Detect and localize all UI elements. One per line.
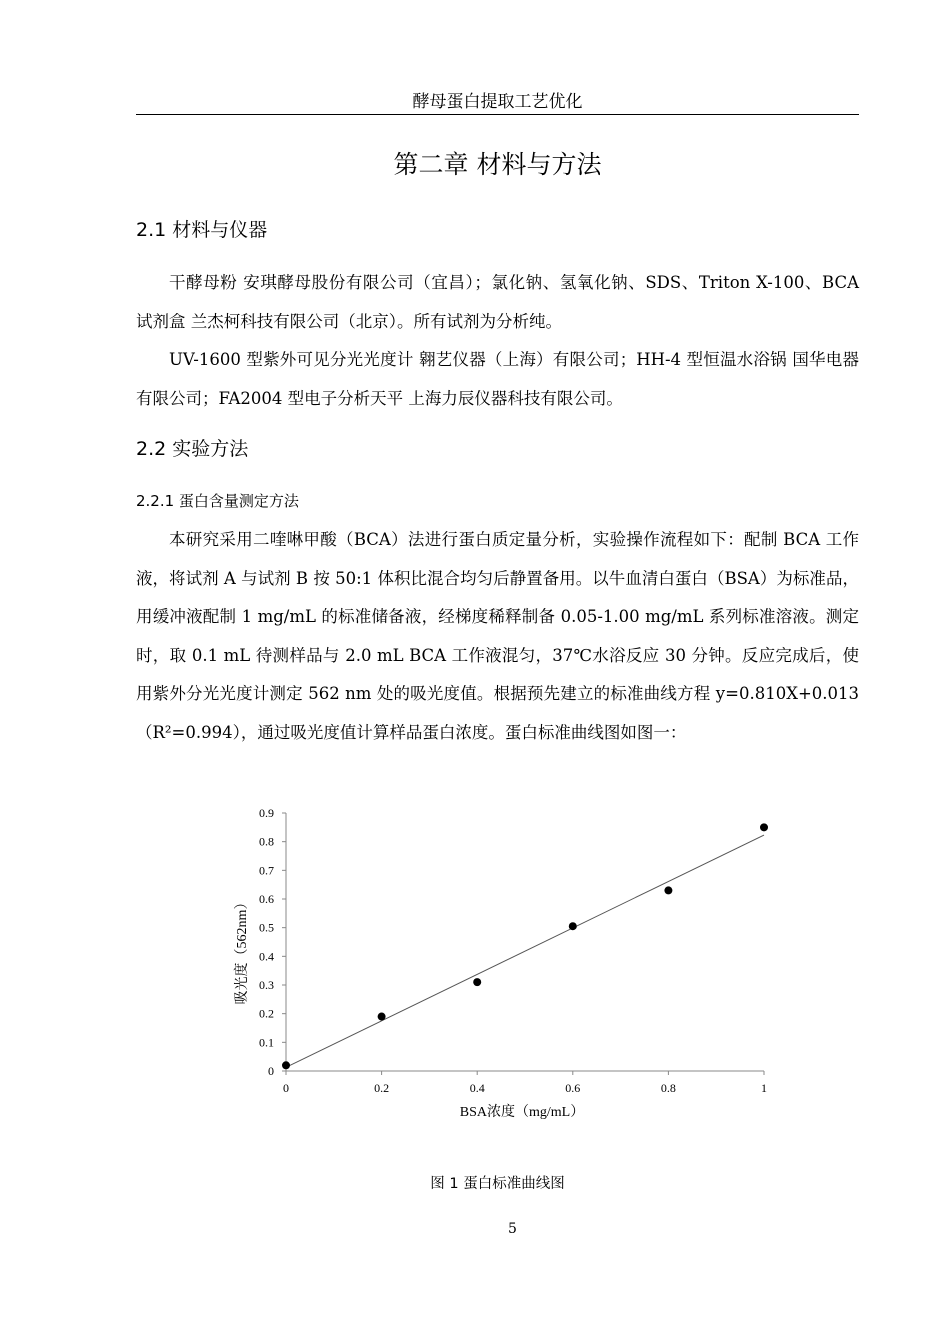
x-tick-label: 0 [283,1081,289,1095]
y-tick-label: 0.4 [259,949,274,964]
x-axis-label: BSA浓度（mg/mL） [459,1105,585,1120]
data-point [378,1013,386,1021]
y-tick-label: 0.1 [259,1035,274,1050]
y-tick-label: 0.6 [259,892,274,906]
data-point [473,978,481,986]
y-tick-label: 0.3 [259,978,274,992]
x-tick-label: 0.4 [469,1081,485,1095]
y-tick-label: 0.5 [259,920,274,935]
y-tick-label: 0.8 [259,834,274,849]
y-tick-label: 0.2 [259,1006,274,1021]
data-point [760,823,768,831]
standard-curve-chart [200,800,800,1130]
y-tick-label: 0.7 [259,863,274,878]
data-point [664,886,672,894]
y-tick-label: 0 [268,1064,274,1078]
data-point [569,922,577,930]
chart-points [282,823,768,1069]
section-heading-2-1: 2.1 材料与仪器 [136,219,268,241]
figure-caption: 图 1 蛋白标准曲线图 [430,1176,565,1192]
section-heading-2-2-1: 2.2.1 蛋白含量测定方法 [136,492,299,510]
paragraph-instruments: UV-1600 型紫外可见分光光度计 翱艺仪器（上海）有限公司；HH-4 型恒温水浴锅 国华电器有限公司；FA2004 型电子分析天平 上海力辰仪器科技有限公司。 [136,350,859,408]
header-rule [136,114,859,115]
x-tick-label: 0.2 [374,1081,390,1095]
chart-trendline-group [286,835,764,1067]
data-point [282,1061,290,1069]
paragraph-method: 本研究采用二喹啉甲酸（BCA）法进行蛋白质定量分析，实验操作流程如下：配制 BCA 工作液，将试剂 A 与试剂 B 按 50:1 体积比混合均匀后静置备用。以牛血清白蛋白（BSA）为标准品，用缓冲液配制 1 mg/mL 的标准储备液，经梯度稀释制备 0.05-1.00 mg/mL 系列标准溶液。测定时，取 0.1 mL 待测样品与 2.0 mL BCA 工作液混匀，37℃水浴反应 30 分钟。反应完成后，使用紫外分光光度计测定 562 nm 处的吸光度值。根据预先建立的标准曲线方程 y=0.810X+0.013（R²=0.994），通过吸光度值计算样品蛋白浓度。蛋白标准曲线图如图一： [136,530,859,742]
chapter-title: 第二章 材料与方法 [393,150,602,179]
x-tick-label: 0.6 [565,1081,581,1095]
running-header: 酵母蛋白提取工艺优化 [412,92,583,112]
y-axis-label: 吸光度（562nm） [235,895,250,1005]
x-tick-label: 0.8 [660,1081,676,1095]
page-number: 5 [508,1221,517,1237]
chart-ticks [259,806,767,1095]
x-tick-label: 1 [761,1081,767,1095]
section-heading-2-2: 2.2 实验方法 [136,438,249,460]
trendline [286,835,764,1067]
y-tick-label: 0.9 [259,806,274,820]
paragraph-materials: 干酵母粉 安琪酵母股份有限公司（宜昌）；氯化钠、氢氧化钠、SDS、Triton X-100、BCA 试剂盒 兰杰柯科技有限公司（北京）。所有试剂为分析纯。 [136,273,859,331]
